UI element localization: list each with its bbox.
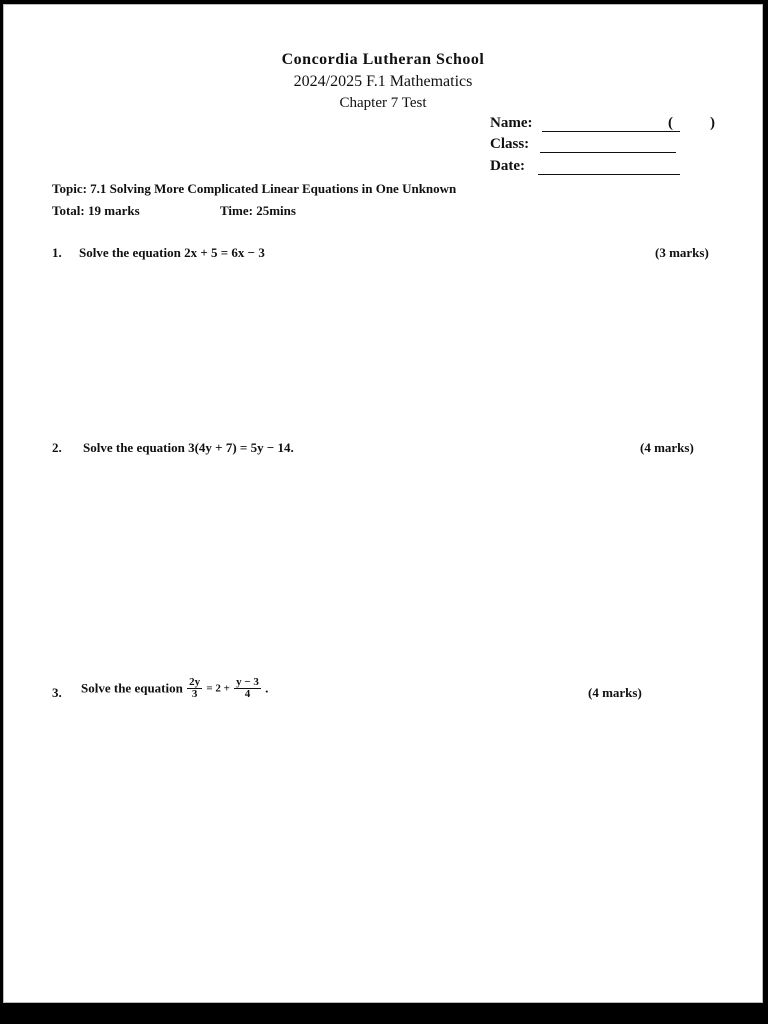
question-3-number: 3.	[52, 685, 62, 700]
name-label: Name:	[490, 115, 533, 131]
school-name: Concordia Lutheran School	[281, 51, 485, 68]
question-3-prefix: Solve the equation	[81, 680, 183, 696]
fraction-1-numerator: 2y	[189, 676, 201, 688]
class-blank-line	[540, 152, 676, 153]
fraction-2-denominator: 4	[244, 688, 251, 700]
question-1-text: Solve the equation 2x + 5 = 6x − 3	[79, 245, 265, 260]
class-number-open-paren: (	[668, 115, 673, 131]
topic-line: Topic: 7.1 Solving More Complicated Linear Equations in One Unknown	[52, 181, 457, 196]
question-1-number: 1.	[52, 245, 62, 260]
fraction-2-numerator: y − 3	[236, 676, 259, 688]
exam-paper	[3, 4, 763, 1003]
class-label: Class:	[490, 136, 530, 152]
fraction-2y-over-3	[187, 677, 202, 700]
date-field	[490, 158, 750, 178]
question-1-marks: (3 marks)	[655, 245, 709, 260]
date-blank-line	[538, 174, 680, 175]
total-marks: Total: 19 marks	[52, 203, 140, 218]
date-label: Date:	[490, 158, 525, 174]
question-3-end: .	[265, 680, 269, 696]
course-title: 2024/2025 F.1 Mathematics	[293, 73, 473, 90]
class-field	[490, 136, 750, 156]
fraction-y-minus-3-over-4	[234, 677, 261, 700]
question-3-marks: (4 marks)	[588, 685, 642, 700]
question-2-marks: (4 marks)	[640, 440, 694, 455]
question-3-middle: = 2 +	[206, 682, 230, 695]
name-blank-line	[542, 131, 680, 132]
question-3-text	[81, 677, 268, 700]
fraction-1-denominator: 3	[191, 688, 198, 700]
bottom-black-border	[0, 1004, 768, 1024]
class-number-close-paren: )	[710, 115, 715, 131]
time-limit: Time: 25mins	[220, 203, 296, 218]
question-2-text: Solve the equation 3(4y + 7) = 5y − 14.	[83, 440, 294, 455]
test-title: Chapter 7 Test	[339, 95, 427, 111]
question-2-number: 2.	[52, 440, 62, 455]
